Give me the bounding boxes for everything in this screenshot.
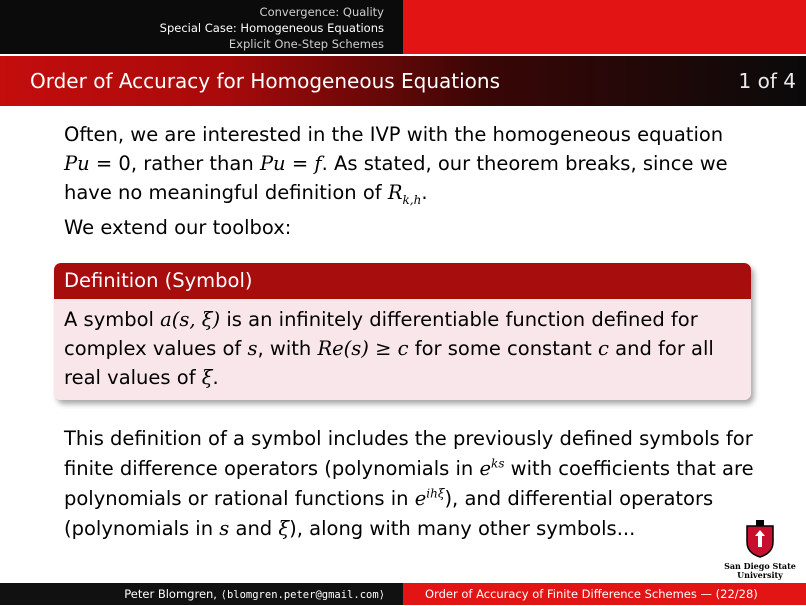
frame-counter: 1 of 4 bbox=[738, 69, 796, 93]
frame-title-bar bbox=[0, 56, 806, 106]
nav-right-band bbox=[403, 0, 806, 54]
paragraph-symbol-examples: This definition of a symbol includes the previously defined symbols for finite difference operators (polynomials in $e^{ks}$ with coefficients that are polynomials or rational functions in $e^{ih\xi}$), and differential operators (polynomials in s and ξ), along with many other symbols... bbox=[64, 427, 754, 540]
nav-subsubsection-explicit[interactable]: Explicit One-Step Schemes bbox=[228, 37, 384, 51]
frame-title: Order of Accuracy for Homogeneous Equations bbox=[30, 69, 501, 93]
nav-subsection-homogeneous[interactable]: Special Case: Homogeneous Equations bbox=[159, 21, 384, 35]
footer-email: ⟨blomgren.peter@gmail.com⟩ bbox=[220, 589, 385, 601]
definition-block bbox=[54, 263, 751, 400]
definition-title: Definition (Symbol) bbox=[54, 263, 751, 299]
slide-footer bbox=[0, 583, 806, 605]
footer-author-name: Peter Blomgren, bbox=[124, 587, 221, 601]
footer-author bbox=[0, 583, 403, 605]
definition-body: A symbol a(s, ξ) is an infinitely differentiable function defined for complex values of s, with Re(s) ≥ c for some constant c and for all real values of ξ. bbox=[54, 299, 751, 400]
paragraph-homogeneous: Often, we are interested in the IVP with the homogeneous equation Pu = 0, rather than Pu = f. As stated, our theorem breaks, since we have no meaningful definition of $R_{k,h}$. bbox=[64, 123, 728, 207]
footer-talk-title: Order of Accuracy of Finite Difference Schemes — (22/28) bbox=[403, 583, 806, 605]
logo-line-1: San Diego State bbox=[724, 561, 796, 571]
shield-icon bbox=[744, 520, 776, 558]
logo-line-2: University bbox=[737, 570, 783, 580]
section-nav bbox=[0, 0, 806, 54]
paragraph-toolbox: We extend our toolbox: bbox=[64, 216, 292, 239]
slide-body bbox=[64, 120, 754, 242]
nav-section-convergence[interactable]: Convergence: Quality bbox=[259, 5, 384, 19]
university-logo bbox=[720, 520, 800, 584]
section-nav-list bbox=[0, 0, 403, 54]
